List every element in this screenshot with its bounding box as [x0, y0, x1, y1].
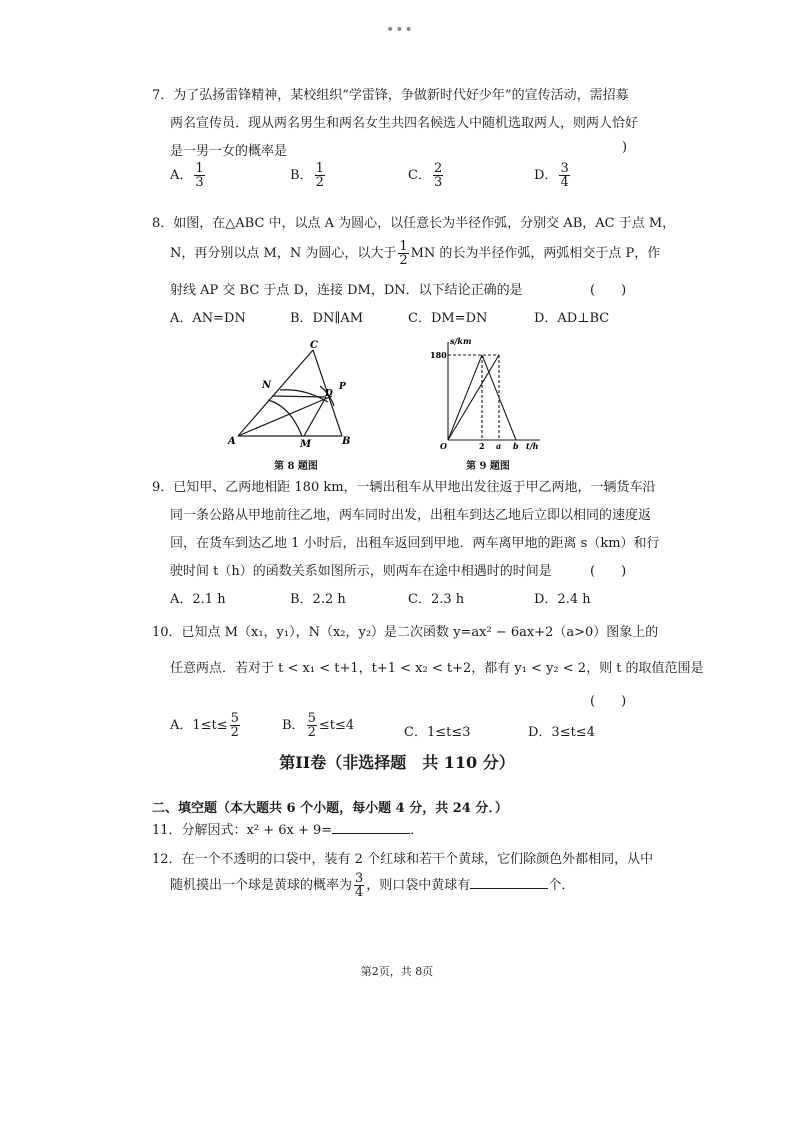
page-footer: 第2页，共 8页 [360, 965, 434, 978]
label-b: B [342, 436, 351, 447]
part2-title: 第II卷（非选择题 共 110 分） [279, 753, 515, 772]
figure-9-caption: 第 9 题图 [466, 461, 510, 472]
q11-answer-blank[interactable] [332, 821, 410, 834]
label-c: C [310, 340, 318, 351]
q7-option-d: D． $\frac{3}{4}$ [534, 161, 569, 190]
q8-option-d: D．AD⊥BC [534, 311, 610, 326]
x-tick-b: b [513, 441, 519, 451]
q12-line1: 12．在一个不透明的口袋中，装有 2 个红球和若干个黄球，它们除颜色外都相同，从中 [152, 852, 654, 867]
figure-8-caption: 第 8 题图 [274, 461, 318, 472]
q8-option-c: C．DM=DN [408, 311, 488, 326]
side-ac [238, 350, 313, 436]
q10-option-c: C．1≤t≤3 [404, 725, 471, 740]
q8-line1: 8．如图，在△ABC 中，以点 A 为圆心，以任意长为半径作弧，分别交 AB，AC 于点 M， [152, 216, 676, 231]
q9-option-a: A．2.1 h [170, 592, 226, 607]
y-axis-label: s/km [450, 336, 472, 346]
q9-option-b: B．2.2 h [290, 592, 346, 607]
x-tick-a: a [496, 441, 502, 451]
q9-line1: 9．已知甲、乙两地相距 180 km，一辆出租车从甲地出发往返于甲乙两地，一辆货车沿 [152, 480, 656, 495]
taxi-line-out [448, 355, 482, 440]
label-m: M [300, 439, 312, 450]
ray-ap [238, 396, 332, 436]
q12-line2: 随机摸出一个球是黄球的概率为 $\frac{3}{4}$ ，则口袋中黄球有 个． [170, 871, 575, 900]
label-n: N [262, 380, 272, 391]
q7-option-c: C． $\frac{2}{3}$ [408, 161, 443, 190]
q10-line1: 10．已知点 M（x₁，y₁），N（x₂，y₂）是二次函数 y=ax² − 6ax+2（a>0）图象上的 [152, 625, 659, 640]
q12-answer-blank[interactable] [470, 876, 548, 889]
truck-line [448, 355, 499, 440]
q9-line2: 同一条公路从甲地前往乙地，两车同时出发，出租车到达乙地后立即以相同的速度返 [170, 508, 652, 523]
q7-line1: 7．为了弘扬雷锋精神，某校组织“学雷锋，争做新时代好少年”的宣传活动，需招募 [152, 88, 629, 103]
q10-option-b: B． $\frac{5}{2}$ ≤t≤4 [282, 711, 355, 740]
origin-label: O [440, 441, 447, 451]
q9-option-c: C．2.3 h [408, 592, 465, 607]
label-a: A [228, 436, 236, 447]
q8-line3: 射线 AP 交 BC 于点 D，连接 DM，DN．以下结论正确的是 [170, 283, 523, 298]
x-axis-label: t/h [526, 441, 539, 451]
arc-mn [268, 400, 302, 436]
figure-9-graph [428, 334, 552, 454]
q9-option-d: D．2.4 h [534, 592, 591, 607]
q7-option-b: B． $\frac{1}{2}$ [290, 161, 324, 190]
q10-paren: ( ) [590, 694, 627, 709]
q7-line2: 两名宣传员．现从两名男生和两名女生共四名候选人中随机选取两人，则两人恰好 [170, 116, 639, 131]
q7-paren: ) [622, 140, 628, 155]
q9-paren: ( ) [590, 564, 627, 579]
q10-line2: 任意两点．若对于 t < x₁ < t+1，t+1 < x₂ < t+2，都有 y₁ < y₂ < 2，则 t 的取值范围是 [170, 661, 704, 676]
figure-8-triangle [224, 336, 364, 452]
q9-line3: 回，在货车到达乙地 1 小时后，出租车返回到甲地．两车离甲地的距离 s（km）和行 [170, 536, 660, 551]
label-d: D [325, 389, 333, 399]
label-p: P [339, 382, 346, 392]
q7-line3: 是一男一女的概率是 [170, 144, 288, 159]
q8-option-a: A．AN=DN [170, 311, 246, 326]
q8-paren: ( ) [590, 283, 627, 298]
q9-line4: 驶时间 t（h）的函数关系如图所示，则两车在途中相遇时的时间是 [170, 564, 552, 579]
q11-line: 11．分解因式：x² + 6x + 9= ． [152, 823, 424, 838]
q7-option-a: A． $\frac{1}{3}$ [170, 161, 204, 190]
q10-option-a: A．1≤t≤ $\frac{5}{2}$ [170, 711, 239, 740]
x-tick-2: 2 [479, 441, 485, 451]
y-tick-180: 180 [430, 350, 447, 360]
section-fill-in-heading: 二、填空题（本大题共 6 个小题，每小题 4 分，共 24 分．） [152, 801, 508, 816]
header-dots: ••• [386, 22, 414, 38]
q8-option-b: B．DN∥AM [290, 311, 364, 326]
q10-option-d: D．3≤t≤4 [528, 725, 595, 740]
q8-line2: N，再分别以点 M，N 为圆心，以大于 $\frac{1}{2}$ MN 的长为半径作弧，两弧相交于点 P，作 [170, 239, 661, 268]
